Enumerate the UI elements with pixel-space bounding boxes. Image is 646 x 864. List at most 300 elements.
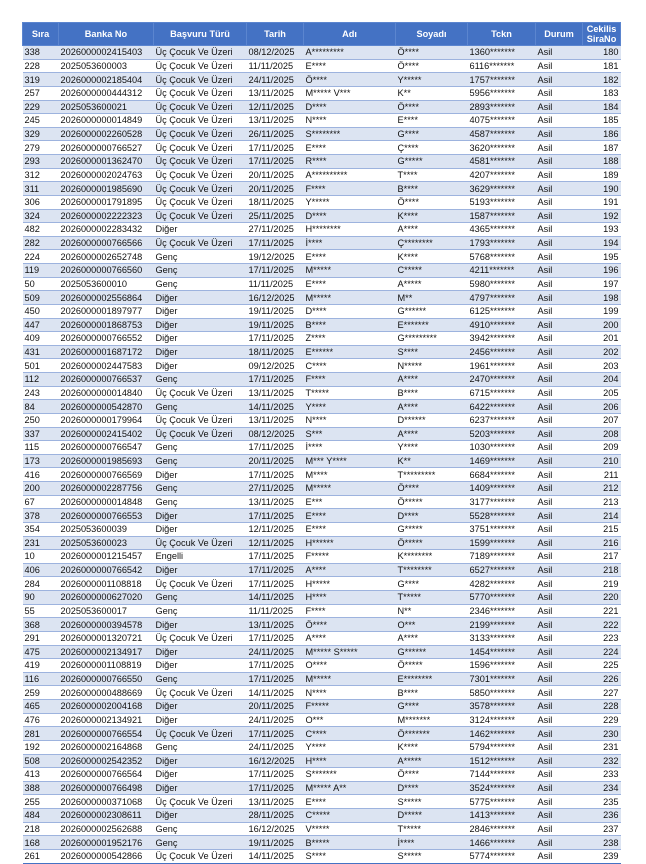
cell-tckn: 1599*******: [468, 536, 536, 550]
cell-adi: F*****: [304, 700, 396, 714]
cell-cekilis-sirano: 193: [583, 223, 621, 237]
header-banka-no: Banka No: [59, 23, 154, 46]
cell-banka-no: 2026000002652748: [59, 250, 154, 264]
cell-durum: Asil: [536, 740, 583, 754]
cell-tarih: 19/11/2025: [247, 304, 304, 318]
cell-sira: 291: [23, 631, 59, 645]
cell-cekilis-sirano: 216: [583, 536, 621, 550]
cell-soyadi: D*****: [396, 809, 468, 823]
table-row: [23, 454, 621, 468]
cell-banka-no: 2026000000371068: [59, 795, 154, 809]
cell-durum: Asil: [536, 386, 583, 400]
header-basvuru-turu: Başvuru Türü: [154, 23, 247, 46]
cell-tarih: 08/12/2025: [247, 427, 304, 441]
cell-tckn: 5794*******: [468, 740, 536, 754]
cell-tckn: 5775*******: [468, 795, 536, 809]
cell-soyadi: O***: [396, 618, 468, 632]
cell-sira: 338: [23, 46, 59, 60]
cell-banka-no: 2026000001897977: [59, 304, 154, 318]
cell-sira: 10: [23, 550, 59, 564]
cell-adi: O****: [304, 659, 396, 673]
cell-cekilis-sirano: 183: [583, 86, 621, 100]
cell-soyadi: Ö*******: [396, 727, 468, 741]
cell-adi: E****: [304, 509, 396, 523]
cell-sira: 368: [23, 618, 59, 632]
cell-cekilis-sirano: 185: [583, 114, 621, 128]
cell-cekilis-sirano: 233: [583, 768, 621, 782]
cell-tarih: 17/11/2025: [247, 332, 304, 346]
cell-cekilis-sirano: 186: [583, 127, 621, 141]
cell-adi: M*****: [304, 291, 396, 305]
cell-tarih: 20/11/2025: [247, 700, 304, 714]
cell-adi: A**********: [304, 168, 396, 182]
cell-banka-no: 2026000000766564: [59, 768, 154, 782]
cell-adi: Y*****: [304, 195, 396, 209]
cell-banka-no: 2026000000766566: [59, 236, 154, 250]
cell-cekilis-sirano: 214: [583, 509, 621, 523]
cell-tckn: 3124*******: [468, 713, 536, 727]
cell-cekilis-sirano: 199: [583, 304, 621, 318]
cell-banka-no: 2026000002260528: [59, 127, 154, 141]
cell-adi: B****: [304, 318, 396, 332]
cell-banka-no: 2026000001362470: [59, 155, 154, 169]
cell-adi: Ö****: [304, 73, 396, 87]
cell-cekilis-sirano: 225: [583, 659, 621, 673]
cell-tarih: 17/11/2025: [247, 441, 304, 455]
cell-durum: Asil: [536, 713, 583, 727]
cell-durum: Asil: [536, 604, 583, 618]
cell-tarih: 26/11/2025: [247, 127, 304, 141]
cell-tarih: 17/11/2025: [247, 468, 304, 482]
cell-soyadi: B****: [396, 182, 468, 196]
table-row: [23, 195, 621, 209]
cell-basvuru-turu: Üç Çocuk Ve Üzeri: [154, 427, 247, 441]
table-row: [23, 809, 621, 823]
cell-basvuru-turu: Diğer: [154, 645, 247, 659]
cell-basvuru-turu: Üç Çocuk Ve Üzeri: [154, 849, 247, 863]
cell-soyadi: A****: [396, 631, 468, 645]
cell-banka-no: 2026000001868753: [59, 318, 154, 332]
cell-cekilis-sirano: 180: [583, 46, 621, 60]
cell-banka-no: 2026000000542866: [59, 849, 154, 863]
cell-banka-no: 2026000002556864: [59, 291, 154, 305]
cell-tckn: 1030*******: [468, 441, 536, 455]
cell-soyadi: Ö****: [396, 100, 468, 114]
cell-tckn: 6715*******: [468, 386, 536, 400]
cell-basvuru-turu: Genç: [154, 495, 247, 509]
table-row: [23, 114, 621, 128]
cell-banka-no: 2025053600023: [59, 536, 154, 550]
table-row: [23, 100, 621, 114]
cell-basvuru-turu: Genç: [154, 441, 247, 455]
cell-soyadi: K**: [396, 86, 468, 100]
cell-durum: Asil: [536, 182, 583, 196]
cell-tckn: 1512*******: [468, 754, 536, 768]
cell-adi: D****: [304, 304, 396, 318]
cell-basvuru-turu: Genç: [154, 400, 247, 414]
cell-durum: Asil: [536, 577, 583, 591]
cell-tarih: 17/11/2025: [247, 577, 304, 591]
cell-tckn: 3629*******: [468, 182, 536, 196]
cell-tarih: 17/11/2025: [247, 141, 304, 155]
cell-banka-no: 2026000000394578: [59, 618, 154, 632]
cell-adi: İ****: [304, 236, 396, 250]
cell-basvuru-turu: Üç Çocuk Ve Üzeri: [154, 141, 247, 155]
cell-adi: R****: [304, 155, 396, 169]
cell-tckn: 1360*******: [468, 46, 536, 60]
cell-soyadi: T*****: [396, 591, 468, 605]
cell-soyadi: G******: [396, 304, 468, 318]
cell-cekilis-sirano: 222: [583, 618, 621, 632]
cell-soyadi: N**: [396, 604, 468, 618]
cell-basvuru-turu: Üç Çocuk Ve Üzeri: [154, 46, 247, 60]
cell-adi: F****: [304, 182, 396, 196]
cell-sira: 354: [23, 522, 59, 536]
cell-cekilis-sirano: 227: [583, 686, 621, 700]
cell-durum: Asil: [536, 141, 583, 155]
cell-banka-no: 2026000002004168: [59, 700, 154, 714]
cell-cekilis-sirano: 195: [583, 250, 621, 264]
cell-tarih: 13/11/2025: [247, 413, 304, 427]
cell-soyadi: K****: [396, 250, 468, 264]
cell-adi: S********: [304, 127, 396, 141]
cell-durum: Asil: [536, 795, 583, 809]
cell-durum: Asil: [536, 332, 583, 346]
cell-soyadi: T********: [396, 563, 468, 577]
cell-cekilis-sirano: 204: [583, 373, 621, 387]
cell-cekilis-sirano: 202: [583, 345, 621, 359]
cell-sira: 431: [23, 345, 59, 359]
cell-tarih: 13/11/2025: [247, 86, 304, 100]
cell-tarih: 17/11/2025: [247, 373, 304, 387]
cell-adi: M*****: [304, 482, 396, 496]
cell-banka-no: 2026000002415403: [59, 46, 154, 60]
cell-basvuru-turu: Genç: [154, 454, 247, 468]
cell-banka-no: 2026000002134917: [59, 645, 154, 659]
cell-tckn: 3177*******: [468, 495, 536, 509]
table-row: [23, 86, 621, 100]
cell-cekilis-sirano: 192: [583, 209, 621, 223]
cell-cekilis-sirano: 235: [583, 795, 621, 809]
cell-soyadi: İ****: [396, 836, 468, 850]
table-row: [23, 768, 621, 782]
cell-adi: Y****: [304, 740, 396, 754]
cell-banka-no: 2026000001791895: [59, 195, 154, 209]
cell-durum: Asil: [536, 522, 583, 536]
cell-tckn: 2893*******: [468, 100, 536, 114]
cell-sira: 173: [23, 454, 59, 468]
cell-tckn: 7189*******: [468, 550, 536, 564]
table-row: [23, 264, 621, 278]
cell-cekilis-sirano: 229: [583, 713, 621, 727]
cell-soyadi: B****: [396, 686, 468, 700]
cell-cekilis-sirano: 181: [583, 59, 621, 73]
cell-banka-no: 2025053600039: [59, 522, 154, 536]
cell-sira: 419: [23, 659, 59, 673]
cell-soyadi: Ö****: [396, 46, 468, 60]
cell-tckn: 6237*******: [468, 413, 536, 427]
cell-basvuru-turu: Genç: [154, 604, 247, 618]
cell-durum: Asil: [536, 264, 583, 278]
cell-tckn: 3942*******: [468, 332, 536, 346]
cell-adi: H****: [304, 591, 396, 605]
cell-soyadi: A****: [396, 223, 468, 237]
cell-tarih: 13/11/2025: [247, 495, 304, 509]
cell-basvuru-turu: Diğer: [154, 713, 247, 727]
cell-tckn: 2199*******: [468, 618, 536, 632]
cell-cekilis-sirano: 239: [583, 849, 621, 863]
cell-sira: 337: [23, 427, 59, 441]
cell-sira: 482: [23, 223, 59, 237]
cell-sira: 388: [23, 781, 59, 795]
cell-adi: S****: [304, 849, 396, 863]
cell-soyadi: A****: [396, 427, 468, 441]
cell-banka-no: 2026000000766537: [59, 373, 154, 387]
cell-basvuru-turu: Genç: [154, 822, 247, 836]
cell-banka-no: 2026000002164868: [59, 740, 154, 754]
cell-cekilis-sirano: 182: [583, 73, 621, 87]
table-row: [23, 155, 621, 169]
table-row: [23, 400, 621, 414]
cell-basvuru-turu: Üç Çocuk Ve Üzeri: [154, 209, 247, 223]
table-row: [23, 591, 621, 605]
cell-adi: H********: [304, 223, 396, 237]
cell-banka-no: 2026000001320721: [59, 631, 154, 645]
table-row: [23, 46, 621, 60]
cell-cekilis-sirano: 213: [583, 495, 621, 509]
cell-sira: 90: [23, 591, 59, 605]
cell-banka-no: 2026000000542870: [59, 400, 154, 414]
cell-sira: 293: [23, 155, 59, 169]
cell-sira: 416: [23, 468, 59, 482]
cell-tarih: 12/11/2025: [247, 536, 304, 550]
cell-adi: H****: [304, 754, 396, 768]
cell-tckn: 6527*******: [468, 563, 536, 577]
cell-tckn: 4365*******: [468, 223, 536, 237]
cell-durum: Asil: [536, 645, 583, 659]
cell-durum: Asil: [536, 809, 583, 823]
cell-soyadi: Ö*****: [396, 536, 468, 550]
cell-tarih: 13/11/2025: [247, 618, 304, 632]
cell-cekilis-sirano: 220: [583, 591, 621, 605]
cell-basvuru-turu: Genç: [154, 482, 247, 496]
cell-cekilis-sirano: 198: [583, 291, 621, 305]
cell-durum: Asil: [536, 155, 583, 169]
cell-soyadi: A*****: [396, 277, 468, 291]
cell-adi: T*****: [304, 386, 396, 400]
cell-sira: 409: [23, 332, 59, 346]
cell-basvuru-turu: Diğer: [154, 223, 247, 237]
cell-banka-no: 2026000001108818: [59, 577, 154, 591]
cell-durum: Asil: [536, 495, 583, 509]
cell-sira: 257: [23, 86, 59, 100]
cell-banka-no: 2026000002415402: [59, 427, 154, 441]
cell-sira: 245: [23, 114, 59, 128]
cell-sira: 450: [23, 304, 59, 318]
cell-adi: Ö****: [304, 618, 396, 632]
cell-cekilis-sirano: 205: [583, 386, 621, 400]
table-row: [23, 250, 621, 264]
cell-tarih: 17/11/2025: [247, 659, 304, 673]
cell-basvuru-turu: Diğer: [154, 509, 247, 523]
cell-cekilis-sirano: 230: [583, 727, 621, 741]
cell-basvuru-turu: Üç Çocuk Ve Üzeri: [154, 73, 247, 87]
cell-tckn: 7301*******: [468, 672, 536, 686]
cell-cekilis-sirano: 190: [583, 182, 621, 196]
cell-durum: Asil: [536, 509, 583, 523]
cell-banka-no: 2026000002185404: [59, 73, 154, 87]
results-table: [22, 22, 621, 864]
cell-cekilis-sirano: 209: [583, 441, 621, 455]
cell-soyadi: Ö****: [396, 59, 468, 73]
cell-tarih: 17/11/2025: [247, 631, 304, 645]
cell-tckn: 4211*******: [468, 264, 536, 278]
table-row: [23, 563, 621, 577]
cell-banka-no: 2026000000014840: [59, 386, 154, 400]
cell-basvuru-turu: Üç Çocuk Ve Üzeri: [154, 536, 247, 550]
cell-basvuru-turu: Üç Çocuk Ve Üzeri: [154, 577, 247, 591]
table-row: [23, 482, 621, 496]
cell-tckn: 1454*******: [468, 645, 536, 659]
cell-tarih: 20/11/2025: [247, 454, 304, 468]
cell-basvuru-turu: Üç Çocuk Ve Üzeri: [154, 686, 247, 700]
cell-tckn: 6422*******: [468, 400, 536, 414]
cell-cekilis-sirano: 219: [583, 577, 621, 591]
cell-durum: Asil: [536, 318, 583, 332]
table-row: [23, 618, 621, 632]
cell-soyadi: G******: [396, 645, 468, 659]
cell-adi: H******: [304, 536, 396, 550]
cell-soyadi: K********: [396, 550, 468, 564]
cell-durum: Asil: [536, 127, 583, 141]
cell-cekilis-sirano: 206: [583, 400, 621, 414]
cell-tarih: 17/11/2025: [247, 550, 304, 564]
cell-soyadi: Ö****: [396, 768, 468, 782]
cell-adi: M***** A**: [304, 781, 396, 795]
cell-tarih: 17/11/2025: [247, 768, 304, 782]
header-durum: Durum: [536, 23, 583, 46]
cell-durum: Asil: [536, 373, 583, 387]
cell-soyadi: A****: [396, 400, 468, 414]
cell-sira: 55: [23, 604, 59, 618]
cell-tarih: 12/11/2025: [247, 100, 304, 114]
cell-tckn: 4075*******: [468, 114, 536, 128]
cell-banka-no: 2026000002447583: [59, 359, 154, 373]
cell-cekilis-sirano: 223: [583, 631, 621, 645]
cell-tckn: 2456*******: [468, 345, 536, 359]
cell-tckn: 6684*******: [468, 468, 536, 482]
cell-cekilis-sirano: 203: [583, 359, 621, 373]
cell-adi: E****: [304, 522, 396, 536]
cell-cekilis-sirano: 238: [583, 836, 621, 850]
cell-tckn: 5980*******: [468, 277, 536, 291]
cell-banka-no: 2026000000179964: [59, 413, 154, 427]
cell-basvuru-turu: Genç: [154, 740, 247, 754]
cell-adi: N****: [304, 686, 396, 700]
cell-sira: 119: [23, 264, 59, 278]
cell-tckn: 2470*******: [468, 373, 536, 387]
table-row: [23, 468, 621, 482]
cell-tarih: 17/11/2025: [247, 563, 304, 577]
cell-adi: M***** S*****: [304, 645, 396, 659]
cell-adi: E****: [304, 250, 396, 264]
cell-sira: 255: [23, 795, 59, 809]
cell-tarih: 14/11/2025: [247, 849, 304, 863]
cell-tckn: 4581*******: [468, 155, 536, 169]
cell-adi: S***: [304, 427, 396, 441]
table-row: [23, 373, 621, 387]
cell-adi: M****: [304, 468, 396, 482]
table-row: [23, 686, 621, 700]
cell-tarih: 13/11/2025: [247, 795, 304, 809]
cell-tckn: 1596*******: [468, 659, 536, 673]
cell-durum: Asil: [536, 618, 583, 632]
cell-banka-no: 2026000000014848: [59, 495, 154, 509]
cell-banka-no: 2026000000014849: [59, 114, 154, 128]
cell-tckn: 1409*******: [468, 482, 536, 496]
cell-cekilis-sirano: 218: [583, 563, 621, 577]
cell-cekilis-sirano: 207: [583, 413, 621, 427]
cell-banka-no: 2026000000766553: [59, 509, 154, 523]
cell-soyadi: S*****: [396, 795, 468, 809]
cell-cekilis-sirano: 236: [583, 809, 621, 823]
cell-tckn: 7144*******: [468, 768, 536, 782]
table-row: [23, 604, 621, 618]
cell-durum: Asil: [536, 223, 583, 237]
cell-sira: 115: [23, 441, 59, 455]
cell-cekilis-sirano: 211: [583, 468, 621, 482]
cell-basvuru-turu: Diğer: [154, 618, 247, 632]
cell-soyadi: Ö*****: [396, 495, 468, 509]
cell-adi: O***: [304, 713, 396, 727]
cell-sira: 413: [23, 768, 59, 782]
cell-banka-no: 2026000000766550: [59, 672, 154, 686]
table-row: [23, 291, 621, 305]
table-row: [23, 713, 621, 727]
cell-cekilis-sirano: 231: [583, 740, 621, 754]
cell-durum: Asil: [536, 686, 583, 700]
cell-soyadi: A****: [396, 373, 468, 387]
cell-sira: 501: [23, 359, 59, 373]
table-row: [23, 645, 621, 659]
cell-tckn: 3578*******: [468, 700, 536, 714]
cell-banka-no: 2026000000488669: [59, 686, 154, 700]
cell-durum: Asil: [536, 768, 583, 782]
cell-tarih: 19/11/2025: [247, 836, 304, 850]
cell-durum: Asil: [536, 754, 583, 768]
cell-tckn: 3133*******: [468, 631, 536, 645]
cell-sira: 229: [23, 100, 59, 114]
cell-tarih: 17/11/2025: [247, 727, 304, 741]
cell-soyadi: D******: [396, 413, 468, 427]
cell-basvuru-turu: Diğer: [154, 700, 247, 714]
cell-tarih: 27/11/2025: [247, 223, 304, 237]
cell-sira: 476: [23, 713, 59, 727]
cell-tckn: 6125*******: [468, 304, 536, 318]
cell-tarih: 28/11/2025: [247, 809, 304, 823]
cell-tckn: 5528*******: [468, 509, 536, 523]
cell-sira: 509: [23, 291, 59, 305]
cell-basvuru-turu: Üç Çocuk Ve Üzeri: [154, 100, 247, 114]
cell-durum: Asil: [536, 536, 583, 550]
cell-soyadi: G*********: [396, 332, 468, 346]
table-row: [23, 413, 621, 427]
cell-basvuru-turu: Diğer: [154, 768, 247, 782]
cell-adi: E***: [304, 495, 396, 509]
cell-soyadi: Ö****: [396, 482, 468, 496]
cell-sira: 329: [23, 127, 59, 141]
table-row: [23, 304, 621, 318]
